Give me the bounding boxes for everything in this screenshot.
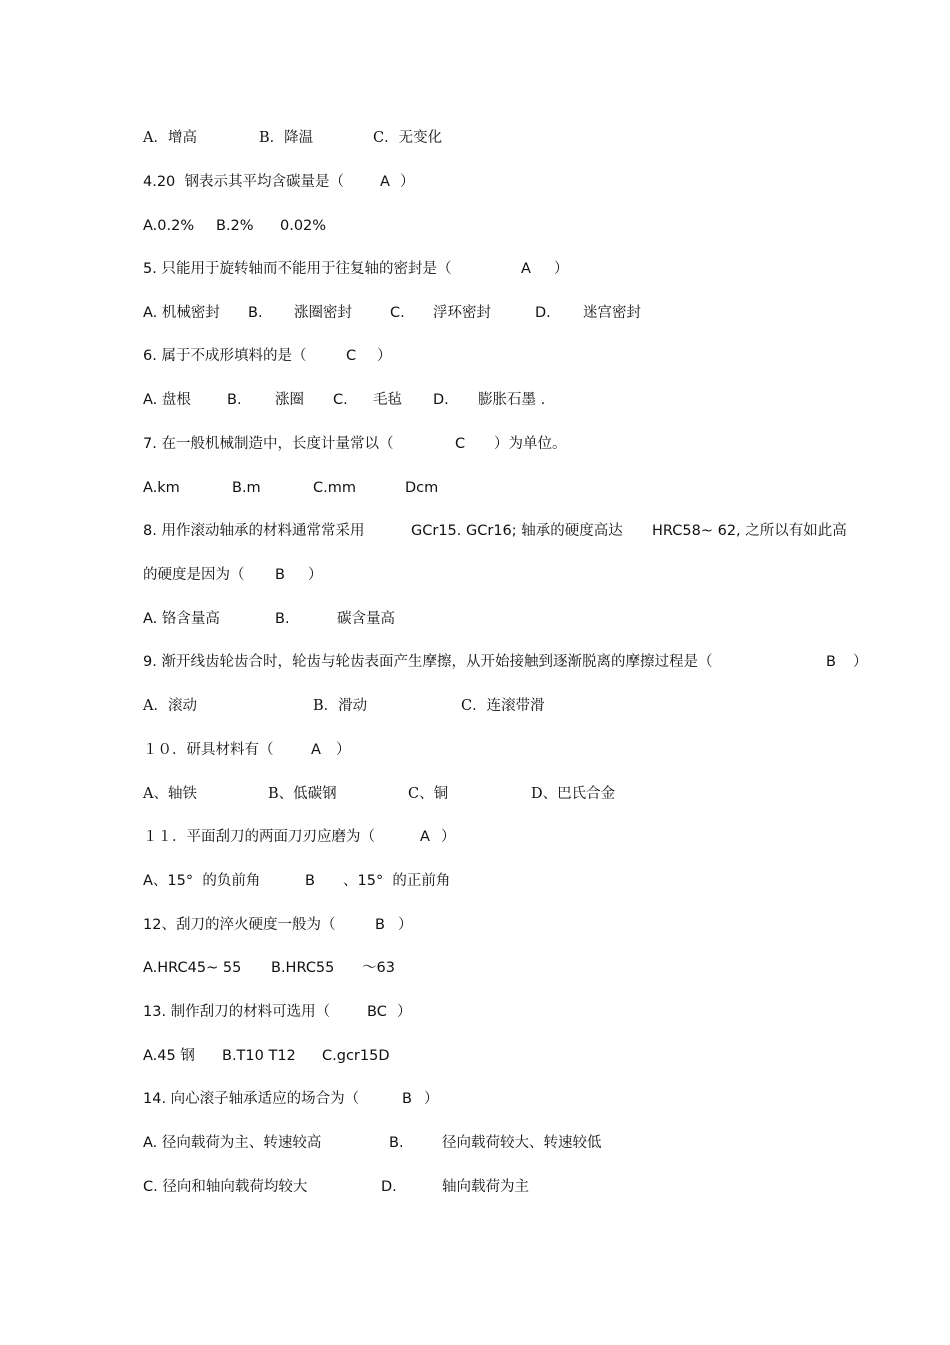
option-b-letter: B. <box>275 611 290 627</box>
option-c: C．连滚带滑 <box>461 698 545 714</box>
question-close: ） <box>441 829 456 845</box>
option-a: A．增高 <box>143 130 197 146</box>
line-q5-options <box>0 301 950 325</box>
line-q8-options <box>0 607 950 631</box>
option-a: A.km <box>143 480 180 496</box>
answer: A <box>420 829 430 845</box>
question-text: 5. 只能用于旋转轴而不能用于往复轴的密封是（ <box>143 261 452 277</box>
question-close: ） <box>397 1004 412 1020</box>
option-b: B、低碳钢 <box>268 786 337 802</box>
option-b-letter: B. <box>227 392 242 408</box>
line-q13-options <box>0 1044 950 1068</box>
line-q12-options <box>0 956 950 980</box>
option-c: C.mm <box>313 480 356 496</box>
line-q6-options <box>0 388 950 412</box>
answer: A <box>521 261 531 277</box>
line-q6 <box>0 344 950 368</box>
option-b-letter: B. <box>389 1135 404 1151</box>
question-text: 6. 属于不成形填料的是（ <box>143 348 307 364</box>
line-q13 <box>0 1000 950 1024</box>
option-a: A、轴铁 <box>143 786 197 802</box>
option-b: B.m <box>232 480 261 496</box>
line-q4-20 <box>0 170 950 194</box>
answer: C <box>346 348 357 364</box>
question-close: ） <box>554 261 569 277</box>
question-text-end: HRC58~ 62, 之所以有如此高 <box>652 523 847 539</box>
option-b-letter: B. <box>248 305 263 321</box>
line-q12 <box>0 913 950 937</box>
option-a: A.0.2% <box>143 218 195 234</box>
question-text: 的硬度是因为（ <box>143 567 245 583</box>
question-close: ） <box>853 654 868 670</box>
answer: B <box>275 567 285 583</box>
question-text: １１．平面刮刀的两面刀刃应磨为（ <box>143 829 375 845</box>
option-d-text: 迷宫密封 <box>583 305 641 321</box>
option-c: C．无变化 <box>373 130 443 146</box>
question-tail: ）为单位。 <box>494 436 567 452</box>
option-c: C、铜 <box>408 786 449 802</box>
line-q14-options-2 <box>0 1175 950 1199</box>
option-b-letter: B <box>305 873 315 889</box>
option-c-letter: C. <box>390 305 405 321</box>
line-q10-options <box>0 782 950 806</box>
answer: A <box>311 742 321 758</box>
option-a: A. 铬含量高 <box>143 611 220 627</box>
answer: B <box>826 654 836 670</box>
question-text: １０．研具材料有（ <box>143 742 274 758</box>
answer: BC <box>367 1004 387 1020</box>
line-q8-cont <box>0 563 950 587</box>
option-b: B.2% <box>216 218 254 234</box>
line-q11 <box>0 825 950 849</box>
answer: B <box>375 917 385 933</box>
line-q9 <box>0 650 950 674</box>
option-b-text: 涨圈密封 <box>294 305 352 321</box>
option-c: 0.02% <box>280 218 327 234</box>
question-text: 13. 制作刮刀的材料可选用（ <box>143 1004 331 1020</box>
question-close: ） <box>336 742 351 758</box>
line-q10 <box>0 738 950 762</box>
question-text: 9. 渐开线齿轮齿合时，轮齿与轮齿表面产生摩擦，从开始接触到逐渐脱离的摩擦过程是（ <box>143 654 713 670</box>
option-b: B．滑动 <box>313 698 368 714</box>
line-q14-options-1 <box>0 1131 950 1155</box>
option-d: Dcm <box>405 480 439 496</box>
question-close: ） <box>400 174 415 190</box>
option-b-text: 径向载荷较大、转速较低 <box>442 1135 602 1151</box>
option-a: A. 盘根 <box>143 392 191 408</box>
option-c: C. 径向和轴向载荷均较大 <box>143 1179 308 1195</box>
question-close: ） <box>398 917 413 933</box>
question-close: ） <box>424 1091 439 1107</box>
question-text: 8. 用作滚动轴承的材料通常常采用 <box>143 523 365 539</box>
question-close: ） <box>308 567 323 583</box>
option-d-text: 膨胀石墨 . <box>478 392 546 408</box>
option-b-text: 碳含量高 <box>337 611 395 627</box>
option-b: B.HRC55 <box>271 960 335 976</box>
option-a: A．滚动 <box>143 698 197 714</box>
option-d-text: 轴向载荷为主 <box>442 1179 529 1195</box>
option-a: A、15° 的负前角 <box>143 873 261 889</box>
line-q3-options <box>0 126 950 150</box>
option-c-letter: C. <box>333 392 348 408</box>
question-text: 14. 向心滚子轴承适应的场合为（ <box>143 1091 360 1107</box>
option-d-letter: D. <box>535 305 551 321</box>
line-q5 <box>0 257 950 281</box>
line-q7 <box>0 432 950 456</box>
line-q4-20-options <box>0 214 950 238</box>
option-d: D、巴氏合金 <box>531 786 616 802</box>
line-q7-options <box>0 476 950 500</box>
line-q14 <box>0 1087 950 1111</box>
answer: A <box>380 174 390 190</box>
question-text-mid: GCr15. GCr16; 轴承的硬度高达 <box>411 523 623 539</box>
line-q9-options <box>0 694 950 718</box>
option-b-text: 、15° 的正前角 <box>343 873 451 889</box>
option-d-letter: D. <box>433 392 449 408</box>
question-text: 12、刮刀的淬火硬度一般为（ <box>143 917 336 933</box>
line-q8 <box>0 519 950 543</box>
option-a: A.45 钢 <box>143 1048 195 1064</box>
option-b: B.T10 T12 <box>222 1048 296 1064</box>
line-q11-options <box>0 869 950 893</box>
question-close: ） <box>377 348 392 364</box>
question-text: 4.20 钢表示其平均含碳量是（ <box>143 174 345 190</box>
question-text: 7. 在一般机械制造中，长度计量常以（ <box>143 436 394 452</box>
option-b-text: 涨圈 <box>275 392 304 408</box>
option-c-text: 浮环密封 <box>433 305 491 321</box>
answer: B <box>402 1091 412 1107</box>
answer: C <box>455 436 466 452</box>
option-a: A. 径向载荷为主、转速较高 <box>143 1135 322 1151</box>
option-d-letter: D. <box>381 1179 397 1195</box>
option-c-text: 毛毡 <box>373 392 402 408</box>
option-b: B．降温 <box>259 130 314 146</box>
option-a: A.HRC45~ 55 <box>143 960 242 976</box>
option-c: C.gcr15D <box>322 1048 390 1064</box>
option-a: A. 机械密封 <box>143 305 220 321</box>
option-b-range: ～63 <box>362 960 395 976</box>
